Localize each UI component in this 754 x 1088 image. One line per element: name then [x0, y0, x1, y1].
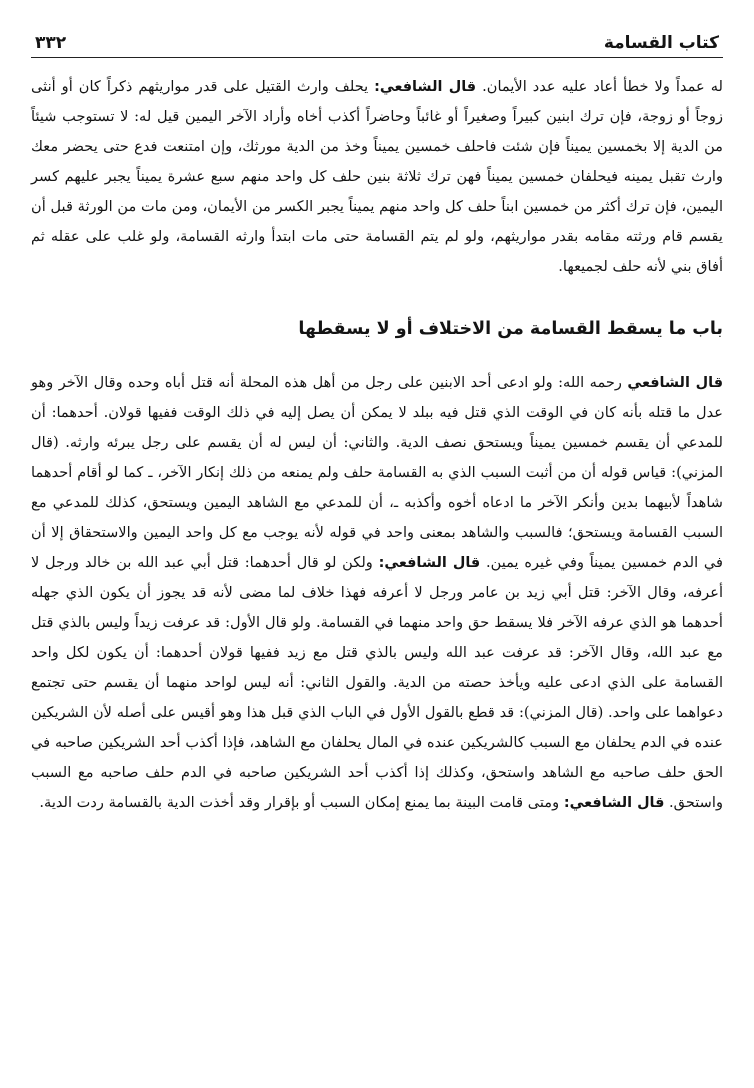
speaker-label: قال الشافعي: [374, 79, 477, 95]
paragraph-1-text-before: له عمداً ولا خطأ أعاد عليه عدد الأيمان. [476, 78, 723, 95]
paragraph-qasama-oaths [31, 72, 723, 282]
body-text [31, 72, 723, 818]
speaker-label: قال الشافعي [627, 375, 723, 391]
page-number: ٣٣٢ [35, 33, 67, 53]
speaker-label: قال الشافعي: [378, 555, 481, 571]
section-heading: باب ما يسقط القسامة من الاختلاف أو لا يسقطها [298, 319, 723, 339]
running-header [31, 30, 723, 58]
paragraph-1-text-after: يحلف وارث القتيل على قدر مواريثهم ذكراً كان أو أنثى زوجاً أو زوجة، فإن ترك ابنين كبيراً وصغيراً أو غائباً وحاضراً أكذب أخاه وأراد الآخر اليمين قيل له: لا تستوجب شيئاً من الدية إلا بخمسين يميناً فإن شئت فاحلف خمسين يميناً وخذ من الدية مورثك، وإن امتنعت فدع حتى يحضر معك وارث تقبل يمينه فيحلفان خمسين يميناً فهن ترك ثلاثة بنين حلف كل واحد منهم سبع عشرة يميناً يجبر عليهم كسر اليمين، فإن ترك أكثر من خمسين ابناً حلف كل واحد منهم يميناً يجبر الكسر من الأيمان، ومن مات من الورثة قبل أن يقسم قام ورثته مقامه بقدر مواريثهم، ولو لم يتم القسامة حتى مات ابتدأ وارثه القسامة، ولو غلب على عقله ثم أفاق بني لأنه حلف لجميعها. [31, 78, 723, 275]
speaker-label: قال الشافعي: [563, 795, 665, 811]
paragraph-disagreement [31, 368, 723, 818]
paragraph-2-text-3: ومتى قامت البينة بما يمنع إمكان السبب أو بإقرار وقد أخذت الدية بالقسامة ردت الدية. [39, 794, 564, 811]
paragraph-2-text-2: ولكن لو قال أحدهما: قتل أبي عبد الله بن خالد ورجل لا أعرفه، وقال الآخر: قتل أبي زيد بن عامر ورجل لا أعرفه فهذا خلاف لما مضى لأنه قد يجوز أن يكون الذي جهله أحدهما هو الذي عرفه الآخر فلا يسقط حق واحد منهما في القسامة. ولو قال الأول: قد عرفت زيداً وليس بالذي قتل مع عبد الله، وقال الآخر: قد عرفت عبد الله وليس بالذي قتل مع زيد ففيها قولان أحدهما: أن يكون لكل واحد القسامة على الذي ادعى عليه ويأخذ حصته من الدية. والقول الثاني: أنه ليس لواحد منهما أن يقسم حتى تجتمع دعواهما على واحد. (قال المزني): قد قطع بالقول الأول في الباب الذي قبل هذا وهو أقيس على أصله لأن الشريكين عنده في الدم يحلفان مع السبب كالشريكين عنده في المال يحلفان مع الشاهد، فإذا أكذب أحد الشريكين صاحبه في الحق حلف صاحبه مع الشاهد واستحق، وكذلك إذا أكذب أحد الشريكين صاحبه في الدم حلف صاحبه مع السبب واستحق. [31, 554, 723, 811]
book-title: كتاب القسامة [603, 33, 719, 53]
paragraph-2-text-1: رحمه الله: ولو ادعى أحد الابنين على رجل من أهل هذه المحلة أنه قتل أباه وحده وقال الآخر وهو عدل ما قتله بأنه كان في الوقت الذي قتل فيه ببلد لا يمكن أن يصل إليه في ذلك الوقت ففيها قولان. أحدهما: أن للمدعي أن يقسم خمسين يميناً ويستحق نصف الدية. والثاني: أن ليس له أن يقسم على رجل يبرئه وارثه. (قال المزني): قياس قوله أن من أثبت السبب الذي به القسامة حلف ولم يمنعه من ذلك إنكار الآخر، ـ كما لو أقام أحدهما شاهداً لأبيهما بدين وأنكر الآخر ما ادعاه أخوه وأكذبه ـ، أن للمدعي مع الشاهد اليمين ويستحق، كذلك للمدعي مع السبب القسامة ويستحق؛ فالسبب والشاهد بمعنى واحد في قوله لأنه يوجب مع كل واحد اليمين والاستحقاق إلا أن في الدم خمسين يميناً وفي غيره يمين. [31, 374, 724, 571]
